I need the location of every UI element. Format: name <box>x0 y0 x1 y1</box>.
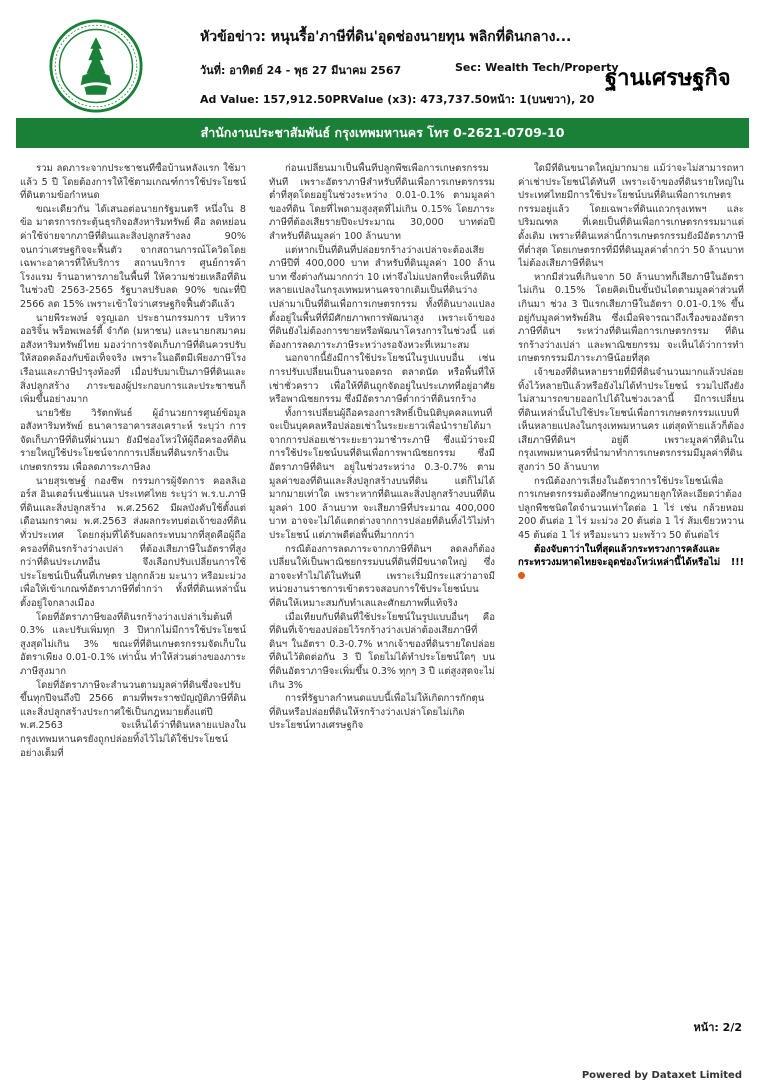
paragraph: เจ้าของที่ดินหลายรายที่มีที่ดินจำนวนมากแล้วปล่อยทิ้งไว้หลายปีแล้วหรือยังไม่ได้ทำประโยชน์ รวมไปถึงยังไม่สามารถขายออกไปได้ในช่วงเวลานี้ มีการเปลี่ยนที่ดินเหล่านั้นไปใช้ประโยชน์เพื่อการเกษตรกรรมแบบที่เห็นหลายแปลงในกรุงเทพมหานคร แต่สุดท้ายแล้วก็ต้องเสียภาษีที่ดินฯ อยู่ดี เพราะมูลค่าที่ดินในกรุงเทพมหานครที่นำมาทำการเกษตรกรรมมีมูลค่าที่ดินสูงกว่า 50 ล้านบาท <box>518 366 744 474</box>
article-column-1 <box>20 162 246 1017</box>
date-text: อาทิตย์ 24 - พุธ 27 มีนาคม 2567 <box>229 64 402 77</box>
pr-value: 473,737.50 <box>420 93 490 106</box>
closing-text: ต้องจับตาว่าในที่สุดแล้วกระทรวงการคลังและกระทรวงมหาดไทยจะอุดช่องโหว่เหล่านี้ได้หรือไม่ !!! <box>518 543 744 569</box>
powered-by: Powered by Dataxet Limited <box>581 1070 742 1081</box>
pr-value-label: PRValue (x3): <box>332 93 417 106</box>
paragraph: หากมีส่วนที่เกินจาก 50 ล้านบาทก็เสียภาษีในอัตราไม่เกิน 0.15% โดยคิดเป็นขั้นบันไดตามมูลค่าส่วนที่เกินมา ช่วง 3 ปีแรกเสียภาษีในอัตรา 0.01-0.1% ขึ้นอยู่กับมูลค่าทรัพย์สิน ซึ่งเมื่อพิจารณาถึงเรื่องของอัตราภาษีที่ดินฯ ระหว่างที่ดินเพื่อการเกษตรกรรม ที่ดินรกร้างว่างเปล่า และพาณิชยกรรม จะเห็นได้ว่าการทำเกษตรกรรมมีภาระภาษีน้อยที่สุด <box>518 271 744 365</box>
page-label: หน้า: <box>489 93 516 106</box>
ad-value: 157,912.50 <box>262 93 333 106</box>
value-row <box>200 90 594 108</box>
paragraph: ทั้งการเปลี่ยนผู้ถือครองการสิทธิ์เป็นนิติบุคคลแทนที่จะเป็นบุคคลหรือปล่อยเช่าในระยะยาวเพื่อนำรายได้มาจากการปล่อยเช่าระยะยาวมาชำระภาษี ซึ่งแม้ว่าจะมีการใช้ประโยชน์บนที่ดินเพื่อการพาณิชยกรรม ซึ่งมีอัตราภาษีที่ดินฯ อยู่ในช่วงระหว่าง 0.3-0.7% ตามมูลค่าของที่ดินและสิ่งปลูกสร้างบนที่ดิน แต่ก็ไม่ได้มากมายเท่าใด เพราะหากที่ดินและสิ่งปลูกสร้างบนที่ดินมูลค่า 100 ล้านบาท จะเสียภาษีที่ประมาณ 400,000 บาท อาจจะไม่ได้แตกต่างจากการปล่อยที่ดินทิ้งไว้ไม่ทำประโยชน์ แต่ภาพดีต่อพื้นที่มากกว่า <box>269 407 495 542</box>
section-text: Wealth Tech/Property <box>485 61 619 74</box>
page-number: หน้า: 2/2 <box>693 1021 742 1034</box>
paragraph: นายพีระพงษ์ จรูญเอก ประธานกรรมการ บริหาร ออริจิ้น พร็อพเพอร์ตี้ จำกัด (มหาชน) และนายกสมาคมอสังหาริมทรัพย์ไทย มองว่าการจัดเก็บภาษีที่ดินควรปรับให้สอดคล้องกับข้อเท็จจริง เพราะในอดีตมีเพียงภาษีโรงเรือนและภาษีบำรุงท้องที่ เมื่อปรับมาเป็นภาษีที่ดินและสิ่งปลูกสร้าง ภาระของผู้ประกอบการและประชาชนก็เพิ่มขึ้นอย่างมาก <box>20 312 246 406</box>
paragraph: กรณีต้องการลดภาระจากภาษีที่ดินฯ ลดลงก็ต้องเปลี่ยนให้เป็นพาณิชยกรรมบนที่ดินที่มีขนาดใหญ่ ซึ่งอาจจะทำไม่ได้ในทันที เพราะเริ่มมีกระแสว่าอาจมีหน่วยงานราชการเข้าตรวจสอบการใช้ประโยชน์บนที่ดินให้เหมาะสมกับทำเลและศักยภาพที่แท้จริง <box>269 543 495 609</box>
article-body <box>20 162 745 1020</box>
article-column-3 <box>518 162 744 1017</box>
paragraph: ใดมีที่ดินขนาดใหญ่มากมาย แม้ว่าจะไม่สามารถหาค่าเช่าประโยชน์ได้ทันที เพราะเจ้าของที่ดินรายใหญ่ในประเทศไทยมีการใช้ประโยชน์บนที่ดินเพื่อการเกษตรกรรมอยู่แล้ว โดยเฉพาะที่ดินแถวกรุงเทพฯ และปริมณฑล ที่เคยเป็นที่ดินเพื่อการเกษตรกรรมมาแต่ดั้งเดิม เพราะที่ดินเหล่านี้การเกษตรกรรมยังมีอัตราภาษีที่ต่ำสุด โดยเกษตรกรที่มีที่ดินมูลค่าต่ำกว่า 50 ล้านบาทไม่ต้องเสียภาษีที่ดินฯ <box>518 163 744 270</box>
bangkok-seal-icon <box>48 18 144 114</box>
date-label: วันที่: <box>200 64 226 77</box>
date-row <box>200 61 619 79</box>
paragraph: รวม ลดภาระจากประชาชนที่ซื้อบ้านหลังแรก ใช้มาแล้ว 5 ปี โดยต้องการให้ใช้ตามเกณฑ์การใช้ประโยชน์ที่ดินตามข้อกำหนด <box>20 163 246 202</box>
paragraph: โดยที่อัตราภาษีจะสำนวนตามมูลค่าที่ดินซึ่งจะปรับขึ้นทุกปีจนถึงปี 2566 ตามที่พระราชบัญญัติภาษีที่ดินและสิ่งปลูกสร้างประกาศใช้เป็นกฎหมายตั้งแต่ปี พ.ศ.2563 จะเห็นได้ว่าที่ดินหลายแปลงในกรุงเทพมหานครยังถูกปล่อยทิ้งไว้ไม่ได้ใช้ประโยชน์อย่างเต็มที่ <box>20 679 246 759</box>
headline-label: หัวข้อข่าว: <box>200 29 266 45</box>
paragraph: นายวิชัย วิรัตกพันธ์ ผู้อำนวยการศูนย์ข้อมูลอสังหาริมทรัพย์ ธนาคารอาคารสงเคราะห์ ระบุว่า การจัดเก็บภาษีที่ดินที่ผ่านมา ยังมีช่องโหว่ให้ผู้ถือครองที่ดินรายใหญ่ใช้ประโยชน์จากการเปลี่ยนที่ดินรกร้างเป็นเกษตรกรรม เพื่อลดภาระภาษีลง <box>20 407 246 474</box>
paragraph: โดยที่อัตราภาษีของที่ดินรกร้างว่างเปล่าเริ่มต้นที่ 0.3% และปรับเพิ่มทุก 3 ปีหากไม่มีการใช้ประโยชน์ สูงสุดไม่เกิน 3% ขณะที่ที่ดินเกษตรกรรมจัดเก็บในอัตราเพียง 0.01-0.1% เท่านั้น ทำให้ส่วนต่างของภาระภาษีสูงมาก <box>20 611 246 677</box>
clipping-header <box>18 14 750 114</box>
headline-row <box>200 26 571 48</box>
paragraph: ก่อนเปลี่ยนมาเป็นพื้นที่ปลูกพืชเพื่อการเกษตรกรรมทันที เพราะอัตราภาษีสำหรับที่ดินเพื่อการเกษตรกรรมต่ำที่สุดโดยอยู่ในช่วงระหว่าง 0.01-0.1% ตามมูลค่าของที่ดิน โดยที่ไพดามสูงสุดที่ไม่เกิน 0.15% โดยภาระภาษีที่ต้องเสียรายปีจะประมาณ 30,000 บาทต่อปีสำหรับที่ดินมูลค่า 100 ล้านบาท <box>269 163 495 242</box>
paragraph: นอกจากนี้ยังมีการใช้ประโยชน์ในรูปแบบอื่น เช่น การปรับเปลี่ยนเป็นลานจอดรถ ตลาดนัด หรือพื้นที่ให้เช่าชั่วคราว เพื่อให้ที่ดินถูกจัดอยู่ในประเภทที่อยู่อาศัยหรือพาณิชยกรรม ซึ่งมีอัตราภาษีต่ำกว่าที่ดินรกร้าง <box>269 353 495 406</box>
paragraph: ขณะเดียวกัน ได้เสนอต่อนายกรัฐมนตรี หนึ่งใน 8 ข้อ มาตรการกระตุ้นธุรกิจอสังหาริมทรัพย์ คือ ลดหย่อนค่าใช้จ่ายจากภาษีที่ดินและสิ่งปลูกสร้างลง 90% จนกว่าเศรษฐกิจจะฟื้นตัว จากสถานการณ์โควิดโดยเฉพาะอาคารที่ให้บริการ สถานบริการ ศูนย์การค้า โรงแรม ร้านอาหารภายในพื้นที่ ให้ความช่วยเหลือที่ดินในช่วงปี 2563-2565 รัฐบาลปรับลด 90% ขณะที่ปี 2566 ลด 15% เพราะเข้าใจว่าเศรษฐกิจฟื้นตัวดีแล้ว <box>20 203 246 310</box>
publication-brand: ฐานเศรษฐกิจ <box>605 66 731 91</box>
ad-value-label: Ad Value: <box>200 93 260 106</box>
paragraph: การที่รัฐบาลกำหนดแบบนี้เพื่อไม่ให้เกิดการกักตุนที่ดินหรือปล่อยที่ดินให้รกร้างว่างเปล่าโดยไม่เกิดประโยชน์ทางเศรษฐกิจ <box>269 693 485 732</box>
article-column-2 <box>269 162 495 1017</box>
paragraph: เมื่อเทียบกับที่ดินที่ใช้ประโยชน์ในรูปแบบอื่นๆ คือที่ดินที่เจ้าของปล่อยไว้รกร้างว่างเปล่าต้องเสียภาษีที่ดินฯ ในอัตรา 0.3-0.7% หากเจ้าของที่ดินรายใดปล่อยที่ดินไว้ติดต่อกัน 3 ปี โดยไม่ได้ทำประโยชน์ใดๆ บนที่ดินอัตราภาษีจะเพิ่มขึ้น 0.3% ทุกๆ 3 ปี แต่สูงสุดจะไม่เกิน 3% <box>269 611 495 691</box>
closing-paragraph <box>518 543 744 584</box>
paragraph: แต่หากเป็นที่ดินที่ปล่อยรกร้างว่างเปล่าจะต้องเสียภาษีปีที่ 400,000 บาท สำหรับที่ดินมูลค่า 100 ล้านบาท ซึ่งต่างกันมากกว่า 10 เท่าจึงไม่แปลกที่จะเห็นที่ดินหลายแปลงในกรุงเทพมหานครจากเดิมเป็นที่ดินว่างเปล่ามาเป็นที่ดินเพื่อการเกษตรกรรม ทั้งที่ดินบางแปลงตั้งอยู่ในพื้นที่ที่มีศักยภาพการพัฒนาสูง เพราะเจ้าของที่ดินยังไม่ต้องการขายหรือพัฒนาโครงการในช่วงนี้ แต่ต้องการลดภาระภาษีระหว่างรอจังหวะที่เหมาะสม <box>269 244 495 351</box>
agency-bar: สำนักงานประชาสัมพันธ์ กรุงเทพมหานคร โทร 0-2621-0709-10 <box>16 118 749 148</box>
section-label: Sec: <box>455 61 482 74</box>
end-dot-icon <box>518 572 525 579</box>
page-value: 1(บนขวา), 20 <box>519 93 595 106</box>
paragraph: กรณีต้องการเลี่ยงในอัตราการใช้ประโยชน์เพื่อการเกษตรกรรมต้องศึกษากฎหมายลูกให้ละเอียดว่าต้องปลูกพืชชนิดใดจำนวนเท่าใดต่อ 1 ไร่ เช่น กล้วยหอม 200 ต้นต่อ 1 ไร่ มะม่วง 20 ต้นต่อ 1 ไร่ ส้มเขียวหวาน 45 ต้นต่อ 1 ไร่ หรือมะนาว มะพร้าว 50 ต้นต่อไร่ <box>518 475 744 542</box>
paragraph: นายสุรเชษฐ์ กองชีพ กรรมการผู้จัดการ คอลลิเออร์ส อินเตอร์เนชั่นแนล ประเทศไทย ระบุว่า พ.ร.บ.ภาษีที่ดินและสิ่งปลูกสร้าง พ.ศ.2562 มีผลบังคับใช้ตั้งแต่เดือนมกราคม พ.ศ.2563 ส่งผลกระทบต่อเจ้าของที่ดินทั่วประเทศ โดยกลุ่มที่ได้รับผลกระทบมากที่สุดคือผู้ถือครองที่ดินรกร้างว่างเปล่า ที่ต้องเสียภาษีในอัตราที่สูงกว่าที่ดินประเภทอื่น จึงเลือกปรับเปลี่ยนการใช้ประโยชน์เป็นพื้นที่เกษตร ปลูกกล้วย มะนาว หรือมะม่วง เพื่อให้เข้าเกณฑ์อัตราภาษีที่ต่ำกว่า ทั้งที่ที่ดินเหล่านั้นตั้งอยู่ใจกลางเมือง <box>20 475 246 609</box>
section-info <box>455 61 619 74</box>
headline-text: หนุนรื้อ'ภาษีที่ดิน'อุดช่องนายทุน พลิกที่ดินกลาง... <box>270 29 572 45</box>
